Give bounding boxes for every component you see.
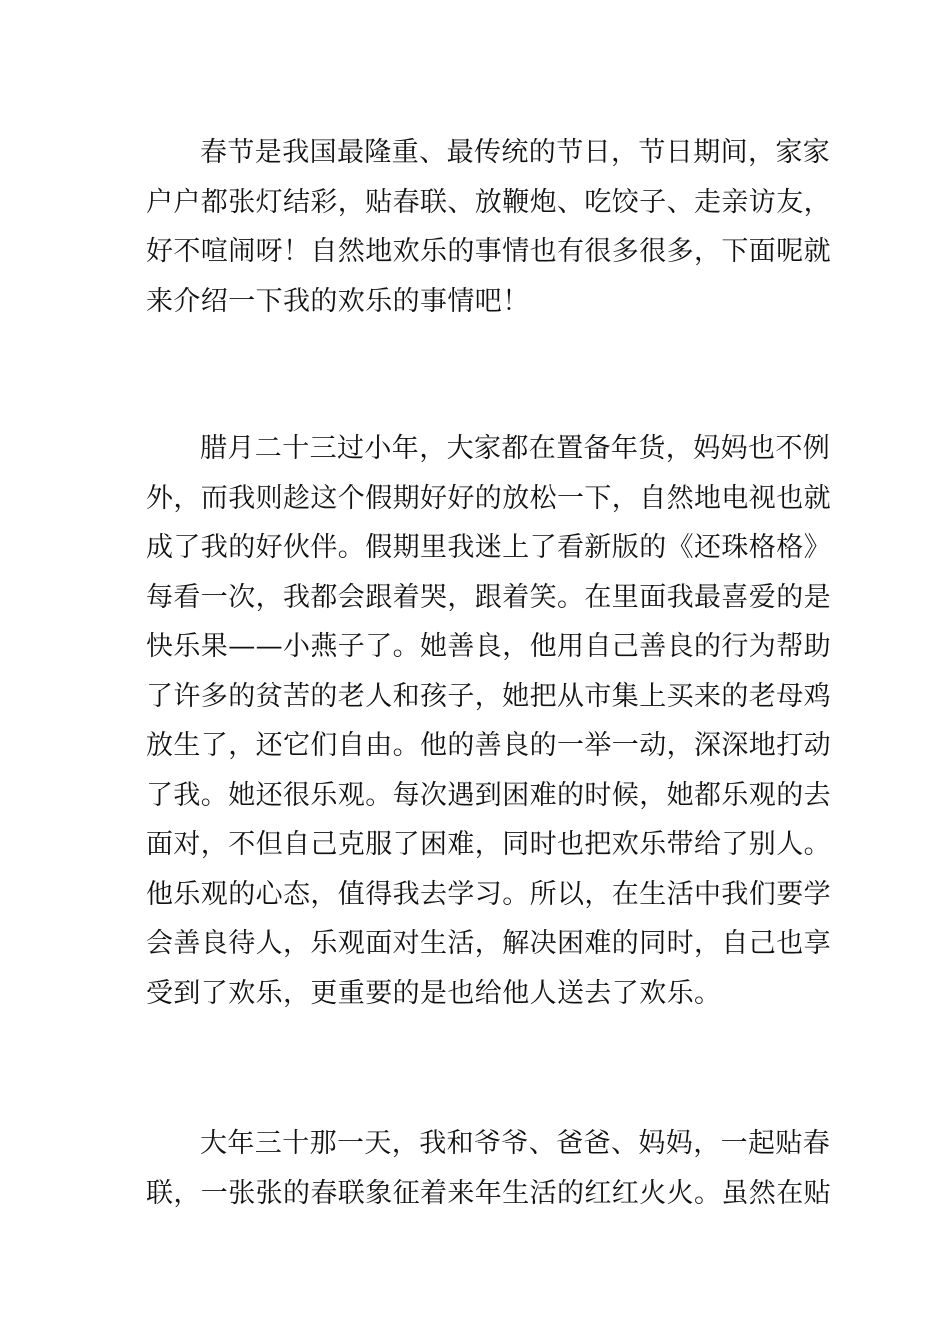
paragraph-2 bbox=[146, 424, 831, 1018]
paragraph-line: 外，而我则趁这个假期好好的放松一下，自然地电视也就 bbox=[146, 482, 831, 514]
paragraph-line: 他乐观的心态，值得我去学习。所以，在生活中我们要学 bbox=[146, 878, 831, 910]
paragraph-line: 会善良待人，乐观面对生活，解决困难的同时，自己也享 bbox=[146, 928, 831, 959]
paragraph-1 bbox=[146, 128, 831, 326]
paragraph-line: 春节是我国最隆重、最传统的节日，节日期间，家家 bbox=[200, 137, 831, 168]
paragraph-line: 放生了，还它们自由。他的善良的一举一动，深深地打动 bbox=[146, 730, 831, 761]
paragraph-line: 来介绍一下我的欢乐的事情吧！ bbox=[146, 285, 530, 317]
paragraph-line: 快乐果——小燕子了。她善良，他用自己善良的行为帮助 bbox=[146, 631, 831, 662]
paragraph-3 bbox=[146, 1119, 831, 1218]
paragraph-line: 大年三十那一天，我和爷爷、爸爸、妈妈，一起贴春 bbox=[200, 1128, 831, 1159]
paragraph-line: 好不喧闹呀！自然地欢乐的事情也有很多很多，下面呢就 bbox=[146, 236, 831, 267]
paragraph-line: 每看一次，我都会跟着哭，跟着笑。在里面我最喜爱的是 bbox=[146, 581, 831, 613]
paragraph-line: 联，一张张的春联象征着来年生活的红红火火。虽然在贴 bbox=[146, 1177, 831, 1209]
paragraph-line: 腊月二十三过小年，大家都在置备年货，妈妈也不例 bbox=[200, 433, 831, 464]
paragraph-line: 户户都张灯结彩，贴春联、放鞭炮、吃饺子、走亲访友， bbox=[146, 186, 831, 218]
paragraph-line: 了我。她还很乐观。每次遇到困难的时候，她都乐观的去 bbox=[146, 779, 831, 811]
paragraph-line: 成了我的好伙伴。假期里我迷上了看新版的《还珠格格》 bbox=[146, 532, 831, 563]
paragraph-line: 了许多的贫苦的老人和孩子，她把从市集上买来的老母鸡 bbox=[146, 680, 831, 712]
paragraph-line: 受到了欢乐，更重要的是也给他人送去了欢乐。 bbox=[146, 977, 722, 1009]
paragraph-line: 面对，不但自己克服了困难，同时也把欢乐带给了别人。 bbox=[146, 829, 831, 860]
